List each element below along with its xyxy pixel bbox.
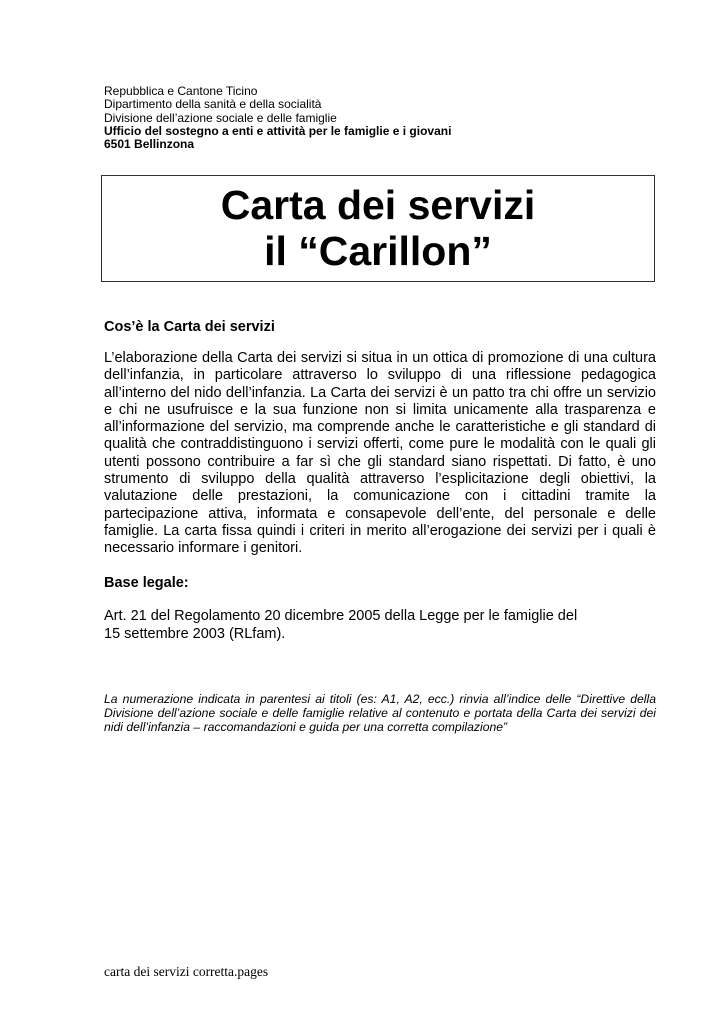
title-line-1: Carta dei servizi [220,182,536,228]
section-heading-carta: Cos’è la Carta dei servizi [104,319,275,335]
base-legale-line-1: Art. 21 del Regolamento 20 dicembre 2005 della Legge per le famiglie del [104,608,578,624]
letterhead-division: Divisione dell’azione sociale e delle famiglie [104,110,337,125]
letterhead-office: Ufficio del sostegno a enti e attività per le famiglie e i giovani [104,123,452,138]
footer-filename: carta dei servizi corretta.pages [104,964,269,979]
section-body-carta: L’elaborazione della Carta dei servizi si situa in un ottica di promozione di una cultura dell’infanzia, in particolare attraverso lo sviluppo di una riflessione pedagogica all’interno del nido dell’infanzia. La Carta dei servizi è un patto tra chi offre un servizio e chi ne usufruisce e la sua funzione non si limita unicamente alla trasparenza e all’informazione del servizio, ma comprende anche le caratteristiche e gli standard di qualità che contraddistinguono i servizi offerti, come pure le modalità con le quali gli utenti possono contribuire a far sì che gli standard siano rispettati. Di fatto, è uno strumento di sviluppo della qualità attraverso l’esplicitazione degli obiettivi, la valutazione delle prestazioni, la comunicazione con i cittadini tramite la partecipazione attiva, informata e consapevole dell’ente, del personale e delle famiglie. La carta fissa quindi i criteri in merito all’erogazione dei servizi per i quali è necessario informare i genitori. [104,350,656,557]
section-heading-base-legale: Base legale: [104,575,189,591]
letterhead [104,85,451,151]
base-legale-text [104,608,577,643]
title-line-2: il “Carillon” [264,228,492,274]
letterhead-republic: Repubblica e Cantone Ticino [104,84,258,98]
title-box [101,175,655,282]
base-legale-line-2: 15 settembre 2003 (RLfam). [104,625,286,642]
letterhead-department: Dipartimento della sanità e della socialità [104,97,322,112]
letterhead-city: 6501 Bellinzona [104,137,195,152]
italic-note: La numerazione indicata in parentesi ai titoli (es: A1, A2, ecc.) rinvia all’indice delle “Direttive della Divisione dell’azione sociale e delle famiglie relative al contenuto e portata della Carta dei servizi dei nidi dell’infanzia – raccomandazioni e guida per una corretta compilazione” [104,692,656,735]
